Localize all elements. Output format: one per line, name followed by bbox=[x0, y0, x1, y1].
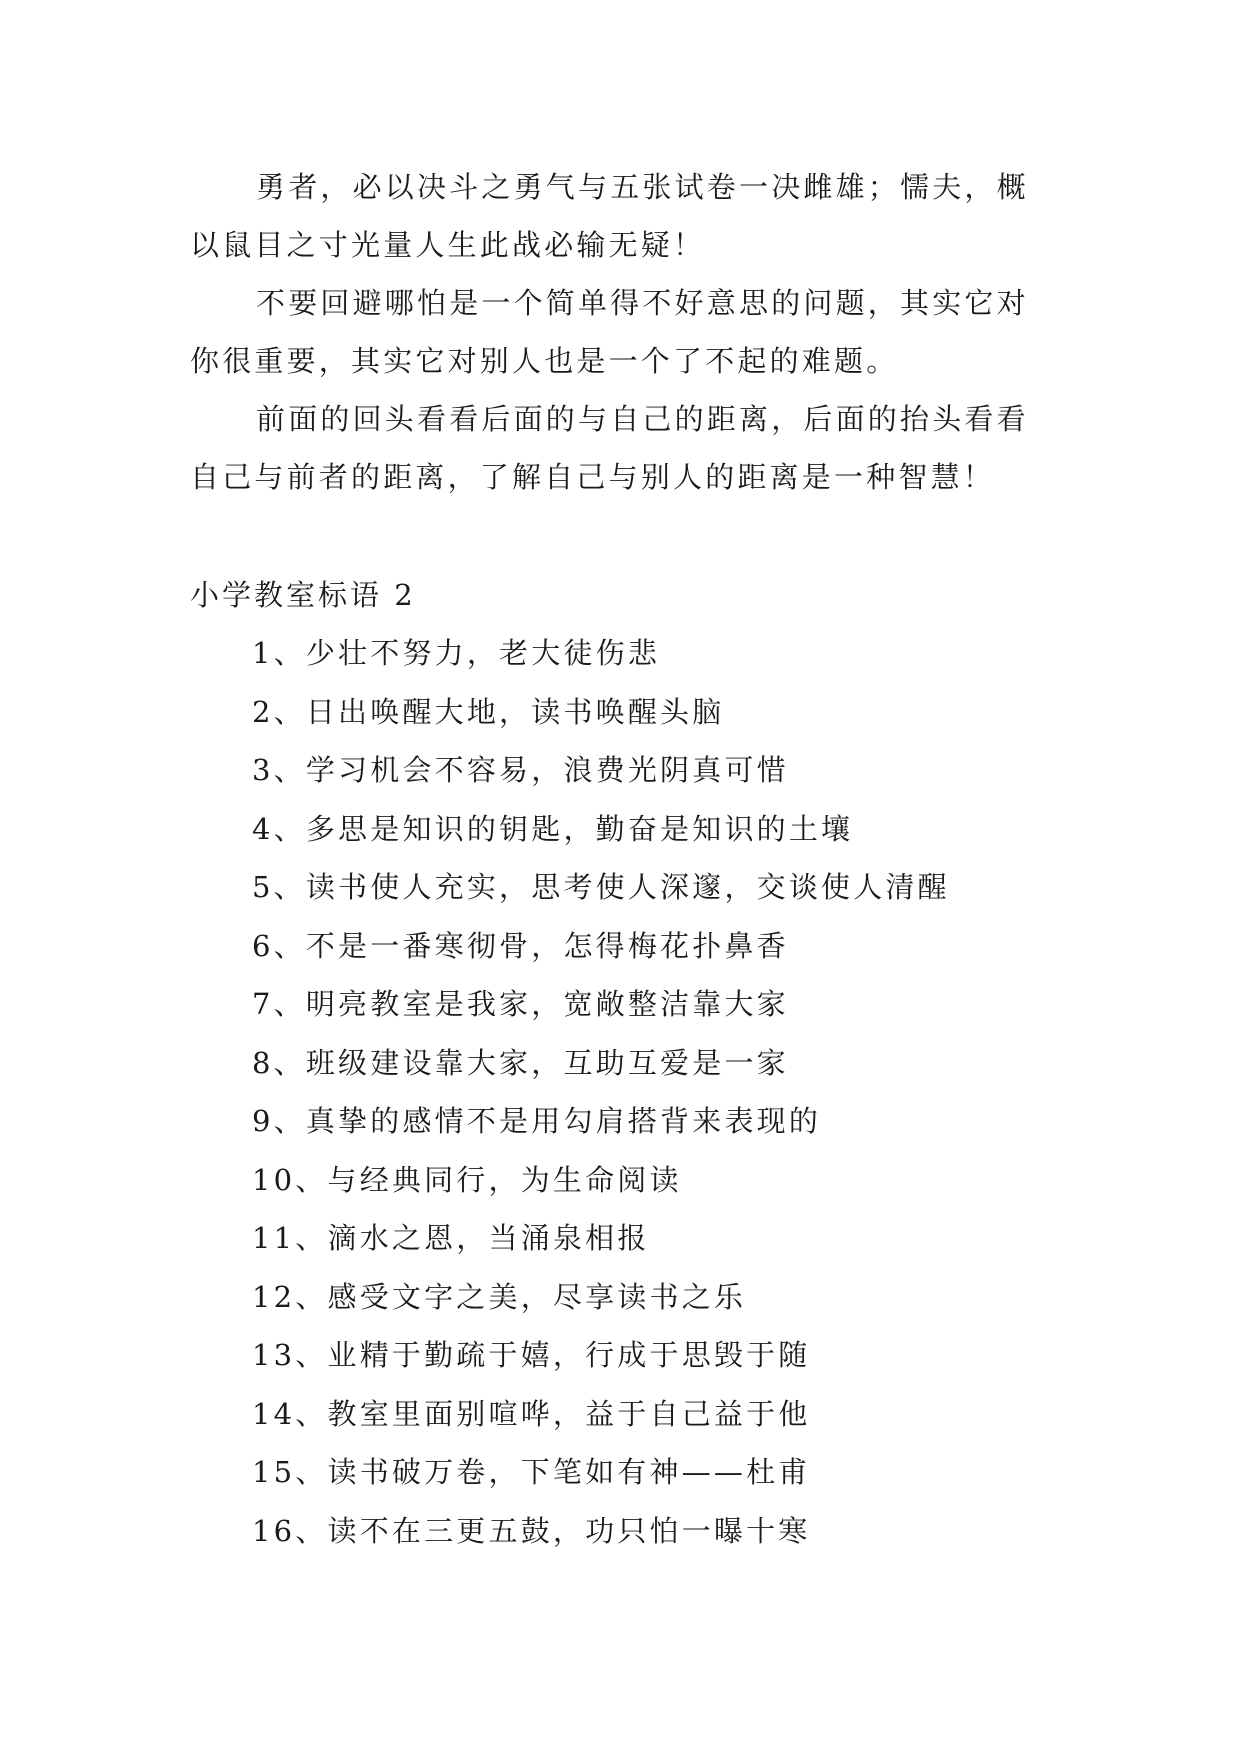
list-item: 10、与经典同行，为生命阅读 bbox=[252, 1162, 682, 1197]
list-item: 9、真挚的感情不是用勾肩搭背来表现的 bbox=[252, 1104, 822, 1138]
list-item: 3、学习机会不容易，浪费光阴真可惜 bbox=[252, 753, 789, 787]
list-item: 16、读不在三更五鼓，功只怕一曝十寒 bbox=[252, 1513, 811, 1548]
paragraph-brave: 勇者，必以决斗之勇气与五张试卷一决雌雄；懦夫，概以鼠目之寸光量人生此战必输无疑！ bbox=[190, 170, 1029, 262]
list-item: 8、班级建设靠大家，互助互爱是一家 bbox=[252, 1045, 789, 1080]
list-item: 4、多思是知识的钥匙，勤奋是知识的土壤 bbox=[252, 811, 854, 846]
list-item: 11、滴水之恩，当涌泉相报 bbox=[252, 1221, 650, 1255]
list-item: 7、明亮教室是我家，宽敞整洁靠大家 bbox=[252, 987, 789, 1021]
list-item: 2、日出唤醒大地，读书唤醒头脑 bbox=[252, 694, 725, 729]
list-item: 14、教室里面别喧哗，益于自己益于他 bbox=[252, 1396, 811, 1431]
list-item: 13、业精于勤疏于嬉，行成于思毁于随 bbox=[252, 1338, 811, 1372]
list-item: 5、读书使人充实，思考使人深邃，交谈使人清醒 bbox=[252, 870, 950, 904]
list-item: 12、感受文字之美，尽享读书之乐 bbox=[252, 1279, 747, 1314]
list-item: 6、不是一番寒彻骨，怎得梅花扑鼻香 bbox=[252, 928, 789, 963]
slogan-list bbox=[252, 624, 950, 1560]
list-item: 1、少壮不努力，老大徒伤悲 bbox=[252, 636, 661, 670]
paragraph-distance: 前面的回头看看后面的与自己的距离，后面的抬头看看自己与前者的距离，了解自己与别人的距离是一种智慧！ bbox=[190, 402, 1029, 494]
section-heading: 小学教室标语 2 bbox=[190, 578, 416, 612]
list-item: 15、读书破万卷，下笔如有神——杜甫 bbox=[252, 1455, 811, 1489]
paragraph-questions: 不要回避哪怕是一个简单得不好意思的问题，其实它对你很重要，其实它对别人也是一个了不起的难题。 bbox=[190, 286, 1029, 378]
